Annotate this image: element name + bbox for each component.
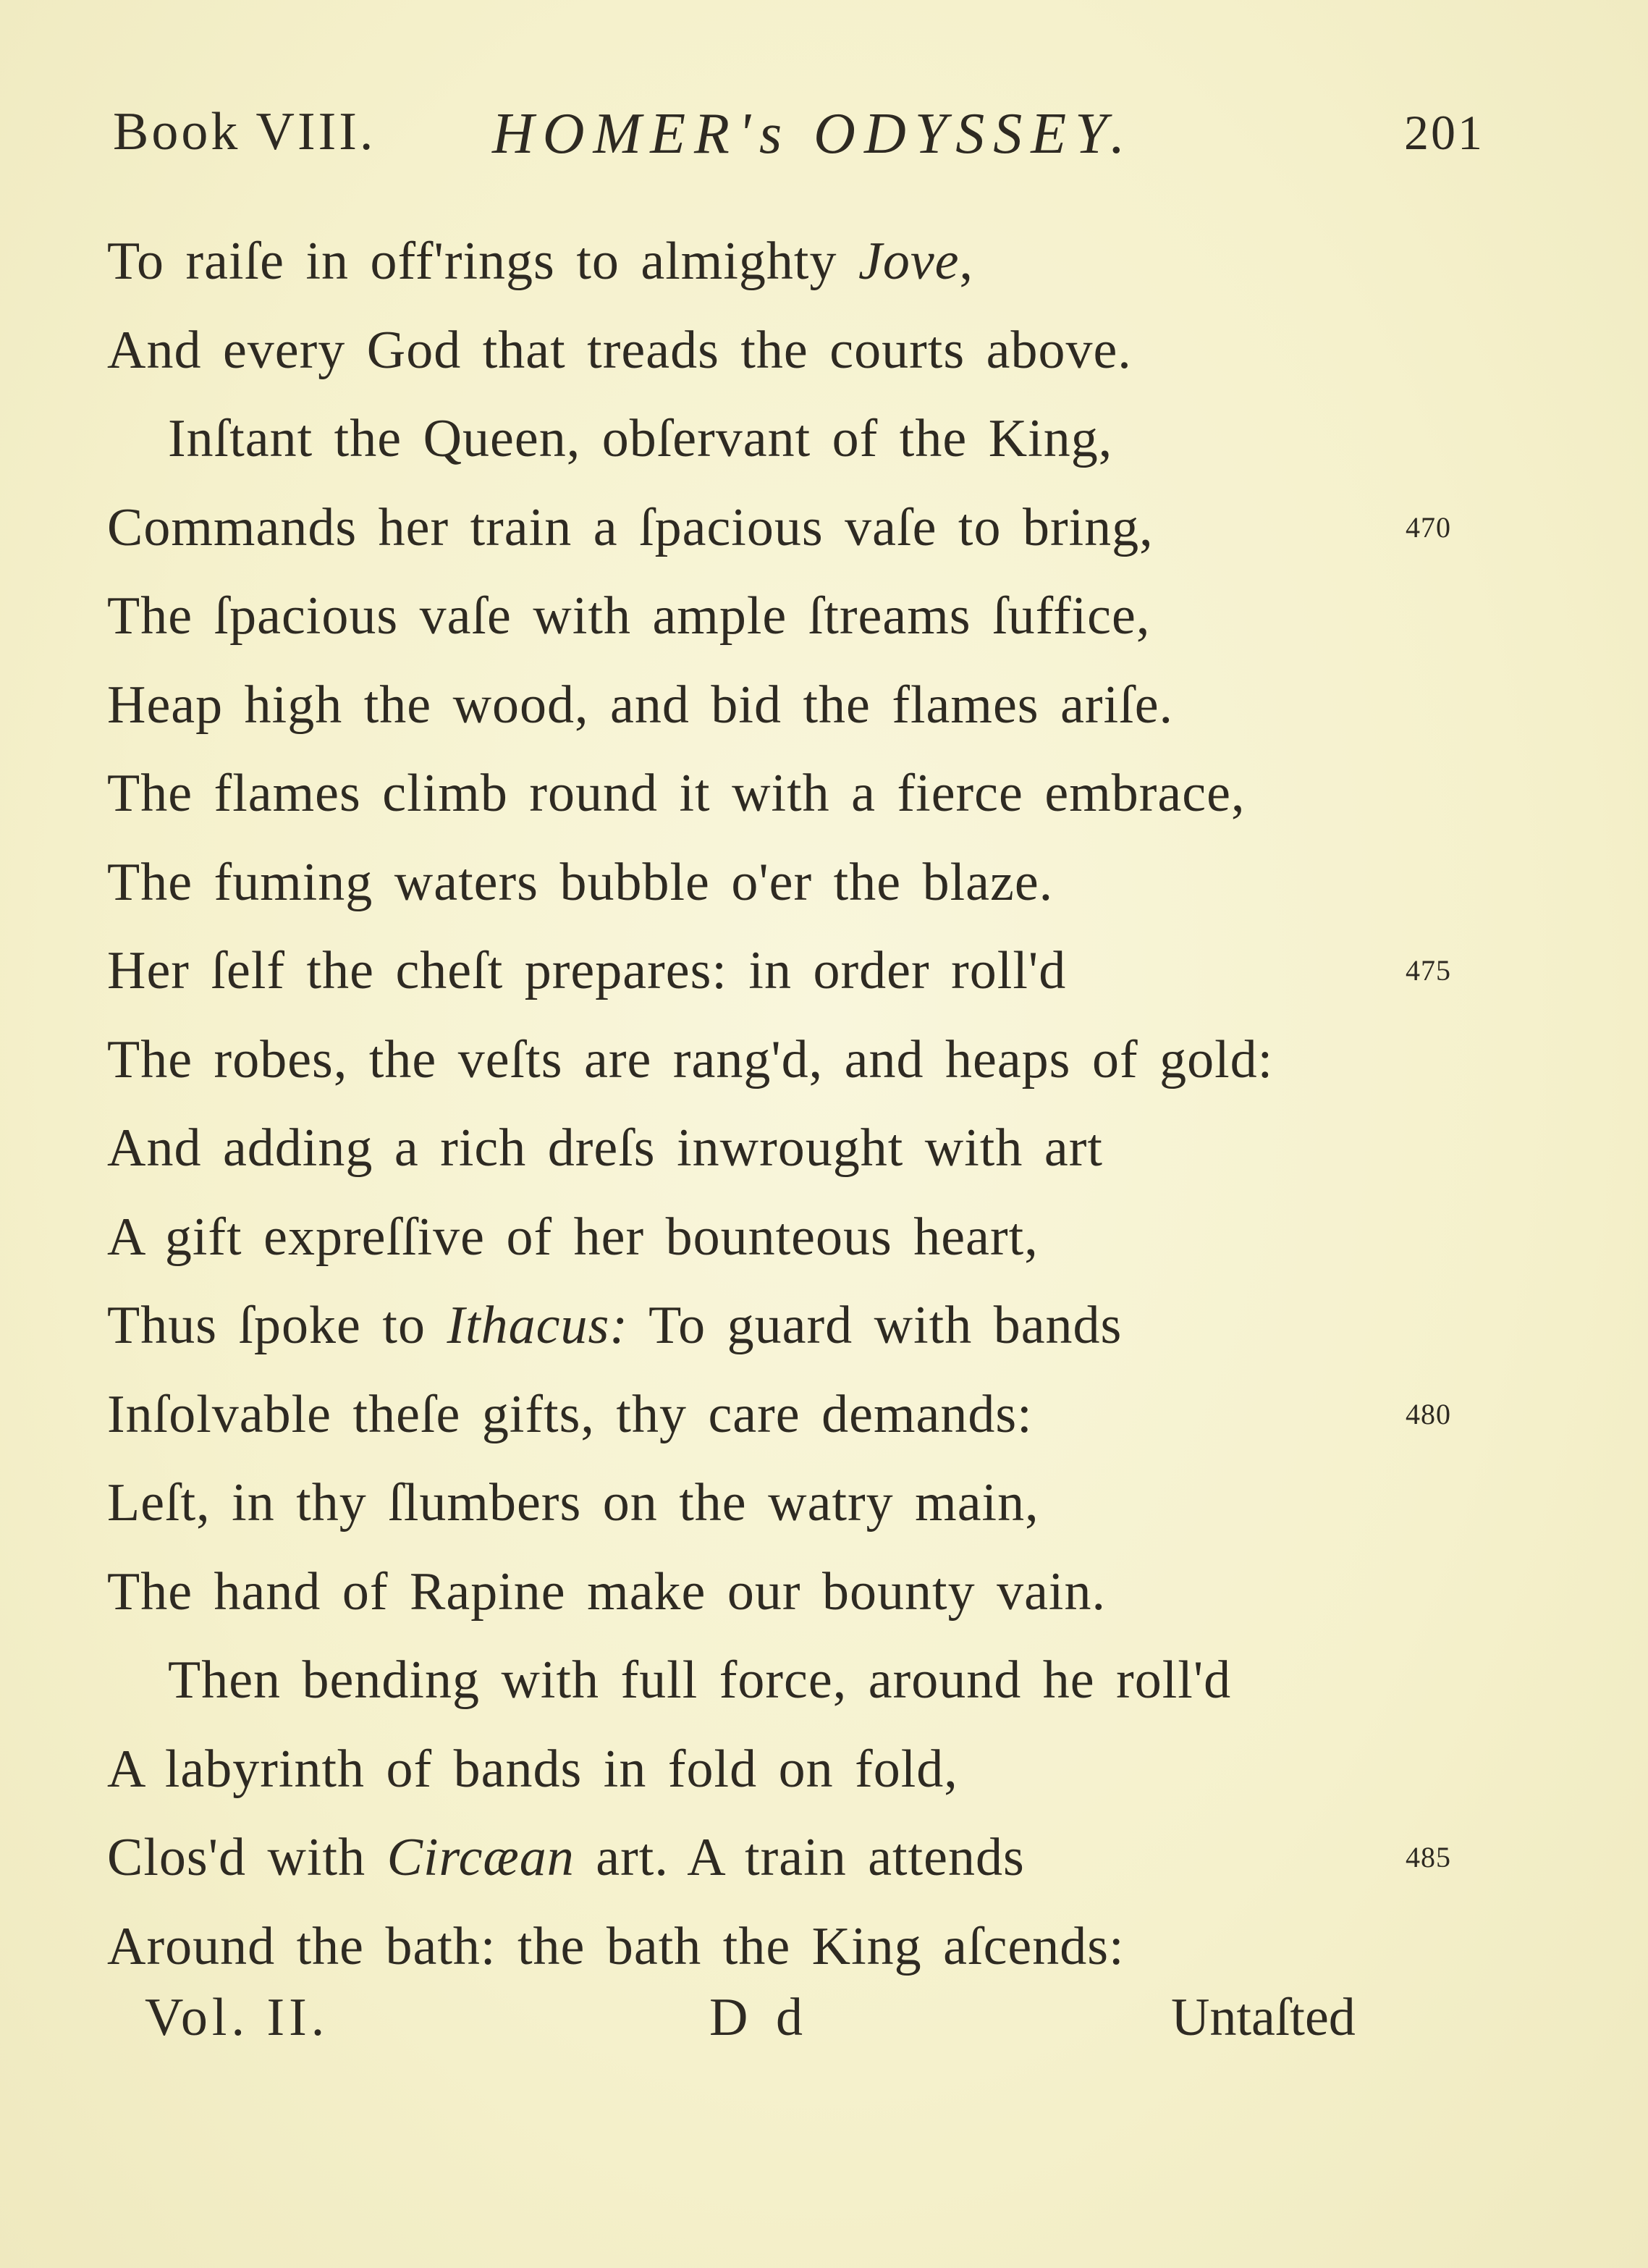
verse-text-segment: The fuming waters bubble o'er the blaze. xyxy=(107,852,1054,912)
verse-line-text xyxy=(107,853,1053,912)
verse-text-segment: The ſpacious vaſe with ample ſtreams ſuffice, xyxy=(107,586,1151,646)
verse-line-text xyxy=(107,586,1150,646)
running-head xyxy=(109,101,1505,181)
verse-line xyxy=(107,1725,1482,1814)
verse-text-segment: Inſtant the Queen, obſervant of the King, xyxy=(168,409,1113,468)
verse-line xyxy=(107,395,1482,484)
verse-line-text xyxy=(107,941,1066,1000)
verse-text-segment: Then bending with full force, around he roll'd xyxy=(168,1651,1232,1710)
verse-text-segment: To raiſe in off'rings to almighty xyxy=(107,232,858,291)
verse-line xyxy=(107,927,1482,1016)
line-number: 475 xyxy=(1406,954,1451,987)
verse-line-text xyxy=(107,1917,1125,1976)
verse-text-segment: The hand of Rapine make our bounty vain. xyxy=(107,1561,1106,1622)
verse-text-segment: To guard with bands xyxy=(627,1296,1123,1355)
verse-italic-name: Ithacus: xyxy=(447,1296,628,1355)
verse-line-text xyxy=(107,232,973,291)
verse-line xyxy=(107,838,1482,927)
verse-line xyxy=(107,217,1482,306)
verse-text-segment: Commands her train a ſpacious vaſe to bring, xyxy=(107,497,1154,557)
line-number: 485 xyxy=(1406,1841,1451,1873)
verse-line-text xyxy=(107,1740,958,1799)
verse-italic-name: Circæan xyxy=(386,1828,575,1887)
verse-line xyxy=(107,749,1482,838)
verse-text-segment: A gift expreſſive of her bounteous heart, xyxy=(107,1207,1039,1267)
verse-line xyxy=(107,1016,1482,1105)
verse-line-text xyxy=(107,1118,1103,1178)
verse-text-segment: Inſolvable theſe gifts, thy care demands: xyxy=(107,1384,1033,1444)
verse-italic-name: Jove xyxy=(858,232,960,291)
verse-text-segment: The robes, the veſts are rang'd, and heaps of gold: xyxy=(107,1029,1274,1089)
verse-text-segment: And adding a rich dreſs inwrought with art xyxy=(107,1118,1103,1178)
verse-text-segment: Her ſelf the cheſt prepares: in order roll'd xyxy=(107,941,1067,1000)
page-number: 201 xyxy=(1404,105,1484,160)
verse-line xyxy=(107,1281,1482,1370)
verse-text-segment: Clos'd with xyxy=(107,1828,387,1887)
verse-line-text xyxy=(107,321,1132,380)
verse-line-text xyxy=(107,1207,1039,1267)
signature-mark: D d xyxy=(709,1988,810,2047)
verse-line xyxy=(107,1636,1482,1725)
verse-line-text xyxy=(107,1651,1231,1710)
verse-text-segment: Around the bath: the bath the King aſcends: xyxy=(107,1916,1125,1976)
verse-line xyxy=(107,1104,1482,1193)
verse-line-text xyxy=(107,675,1173,735)
verse-line xyxy=(107,1813,1482,1902)
verse-line xyxy=(107,1193,1482,1282)
line-number: 470 xyxy=(1406,510,1451,544)
verse-line xyxy=(107,484,1482,573)
verse-line-text xyxy=(107,1828,1025,1887)
verse-text-segment: , xyxy=(959,232,974,291)
verse-text-segment: art. A train attends xyxy=(574,1828,1025,1887)
verse-line xyxy=(107,572,1482,661)
verse-block xyxy=(107,217,1482,1991)
page-footer xyxy=(145,1987,1448,2067)
verse-line-text xyxy=(107,1385,1033,1444)
verse-line-text xyxy=(107,498,1154,557)
verse-line-text xyxy=(107,409,1112,468)
verse-line-text xyxy=(107,1473,1039,1533)
book-label: Book VIII. xyxy=(113,102,376,161)
verse-line xyxy=(107,661,1482,750)
line-number: 480 xyxy=(1406,1397,1451,1430)
verse-line-text xyxy=(107,764,1245,823)
catchword: Untaſted xyxy=(1171,1988,1356,2047)
verse-line-text xyxy=(107,1030,1273,1089)
work-title: HOMER's ODYSSEY. xyxy=(492,102,1134,166)
verse-line xyxy=(107,1370,1482,1459)
verse-text-segment: The flames climb round it with a fierce embrace, xyxy=(107,764,1246,823)
verse-line-text xyxy=(107,1296,1122,1355)
verse-text-segment: Leſt, in thy ſlumbers on the watry main, xyxy=(107,1473,1039,1533)
verse-text-segment: A labyrinth of bands in fold on fold, xyxy=(107,1739,958,1799)
verse-text-segment: Heap high the wood, and bid the flames ariſe. xyxy=(107,675,1174,735)
verse-line xyxy=(107,1548,1482,1637)
volume-signature: Vol. II. xyxy=(145,1988,329,2047)
verse-text-segment: And every God that treads the courts above. xyxy=(107,320,1132,380)
verse-text-segment: Thus ſpoke to xyxy=(107,1296,447,1355)
verse-line xyxy=(107,1459,1482,1548)
verse-line xyxy=(107,306,1482,395)
verse-line-text xyxy=(107,1562,1106,1622)
verse-line xyxy=(107,1902,1482,1991)
